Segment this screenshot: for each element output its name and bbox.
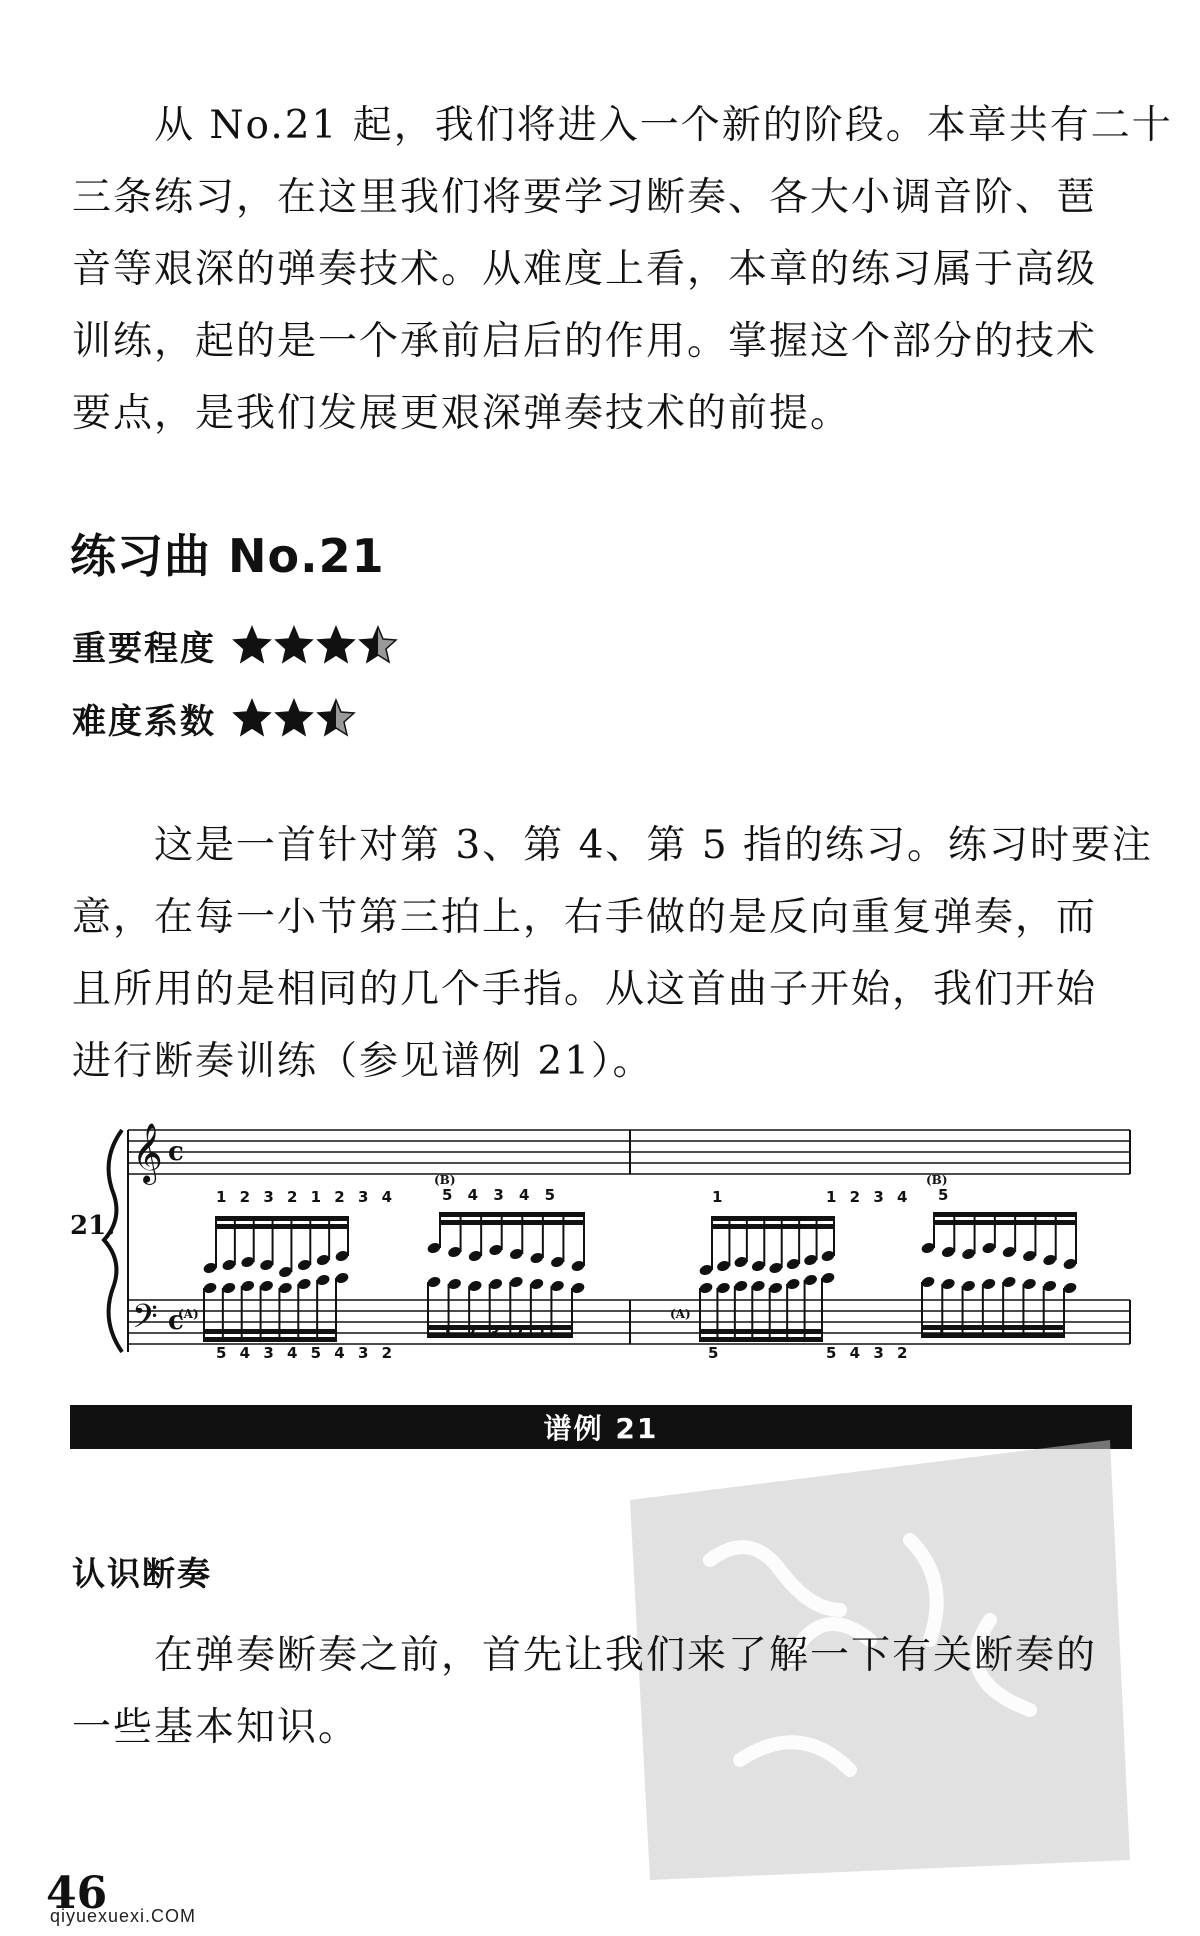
fingering-lower: 5 4 3 2 <box>826 1344 908 1360</box>
intro-line: 从 No.21 起，我们将进入一个新的阶段。本章共有二十 <box>72 103 1173 148</box>
exercise-number: 21. <box>70 1211 116 1241</box>
time-signature-bass: c <box>168 1306 184 1336</box>
section-line: 在弹奏断奏之前，首先让我们来了解一下有关断奏的 <box>72 1633 1098 1678</box>
page-number: 46 <box>46 1868 108 1919</box>
section-title: 认识断奏 <box>72 1554 212 1593</box>
section-line: 一些基本知识。 <box>72 1705 360 1750</box>
intro-line: 三条练习，在这里我们将要学习断奏、各大小调音阶、琶 <box>72 175 1098 220</box>
note-beam <box>428 1325 572 1330</box>
note-beam <box>934 1212 1076 1217</box>
note-beam <box>700 1329 822 1334</box>
intro-paragraph <box>72 90 1173 450</box>
marker-b: (B) <box>926 1173 948 1187</box>
note-beam <box>428 1333 572 1338</box>
bass-clef: 𝄢 <box>132 1298 158 1344</box>
description-line: 且所用的是相同的几个手指。从这首曲子开始，我们开始 <box>72 967 1098 1012</box>
description-paragraph <box>72 810 1154 1098</box>
note-beam <box>922 1333 1064 1338</box>
marker-a: (A) <box>178 1307 199 1321</box>
description-line: 这是一首针对第 3、第 4、第 5 指的练习。练习时要注 <box>72 823 1154 868</box>
intro-line: 训练，起的是一个承前启后的作用。掌握这个部分的技术 <box>72 319 1098 364</box>
site-watermark: qiyuexuexi.COM <box>50 1906 197 1926</box>
note-beam <box>922 1325 1064 1330</box>
note-beam <box>216 1224 348 1229</box>
fingering-lower: 5 4 3 4 5 4 3 2 <box>216 1344 393 1360</box>
section-paragraph <box>72 1620 1132 1764</box>
fingering-upper: 1 <box>712 1188 723 1206</box>
grand-staff-brace <box>104 1130 122 1352</box>
star-half-icon <box>358 625 398 665</box>
note-beam <box>700 1337 822 1342</box>
fingering-upper: 5 4 3 4 5 <box>442 1186 556 1204</box>
note-beam <box>216 1216 348 1221</box>
star-full-icon <box>232 698 272 738</box>
note-beam <box>934 1220 1076 1225</box>
figure-caption: 谱例 21 <box>543 1412 659 1445</box>
note-beam <box>712 1216 834 1221</box>
fingering-upper: 1 2 3 4 <box>826 1188 908 1206</box>
intro-line: 要点，是我们发展更艰深弹奏技术的前提。 <box>72 391 852 436</box>
star-full-icon <box>232 625 272 665</box>
fingering-lower: 5 <box>708 1344 719 1360</box>
description-line: 意，在每一小节第三拍上，右手做的是反向重复弹奏，而 <box>72 895 1098 940</box>
description-line: 进行断奏训练（参见谱例 21）。 <box>72 1039 654 1084</box>
star-full-icon <box>274 625 314 665</box>
importance-stars <box>232 625 400 665</box>
importance-rating <box>72 615 400 675</box>
marker-a: (A) <box>670 1307 691 1321</box>
etude-title: 练习曲 No.21 <box>70 529 385 583</box>
fingering-upper: 1 2 3 2 1 2 3 4 <box>216 1188 393 1206</box>
difficulty-stars <box>232 698 358 738</box>
star-full-icon <box>316 625 356 665</box>
star-half-icon <box>316 698 356 738</box>
importance-label: 重要程度 <box>72 628 216 669</box>
note-beam <box>440 1220 584 1225</box>
marker-b: (B) <box>434 1173 456 1187</box>
treble-clef: 𝄞 <box>132 1123 163 1183</box>
difficulty-label: 难度系数 <box>72 701 216 742</box>
note-beam <box>712 1224 834 1229</box>
note-beam <box>204 1329 336 1334</box>
difficulty-rating <box>72 688 358 748</box>
music-score <box>70 1120 1132 1360</box>
note-beam <box>440 1212 584 1217</box>
fingering-upper: 5 <box>938 1186 949 1204</box>
intro-line: 音等艰深的弹奏技术。从难度上看，本章的练习属于高级 <box>72 247 1098 292</box>
time-signature-treble: c <box>168 1137 184 1167</box>
note-beam <box>204 1337 336 1342</box>
star-full-icon <box>274 698 314 738</box>
